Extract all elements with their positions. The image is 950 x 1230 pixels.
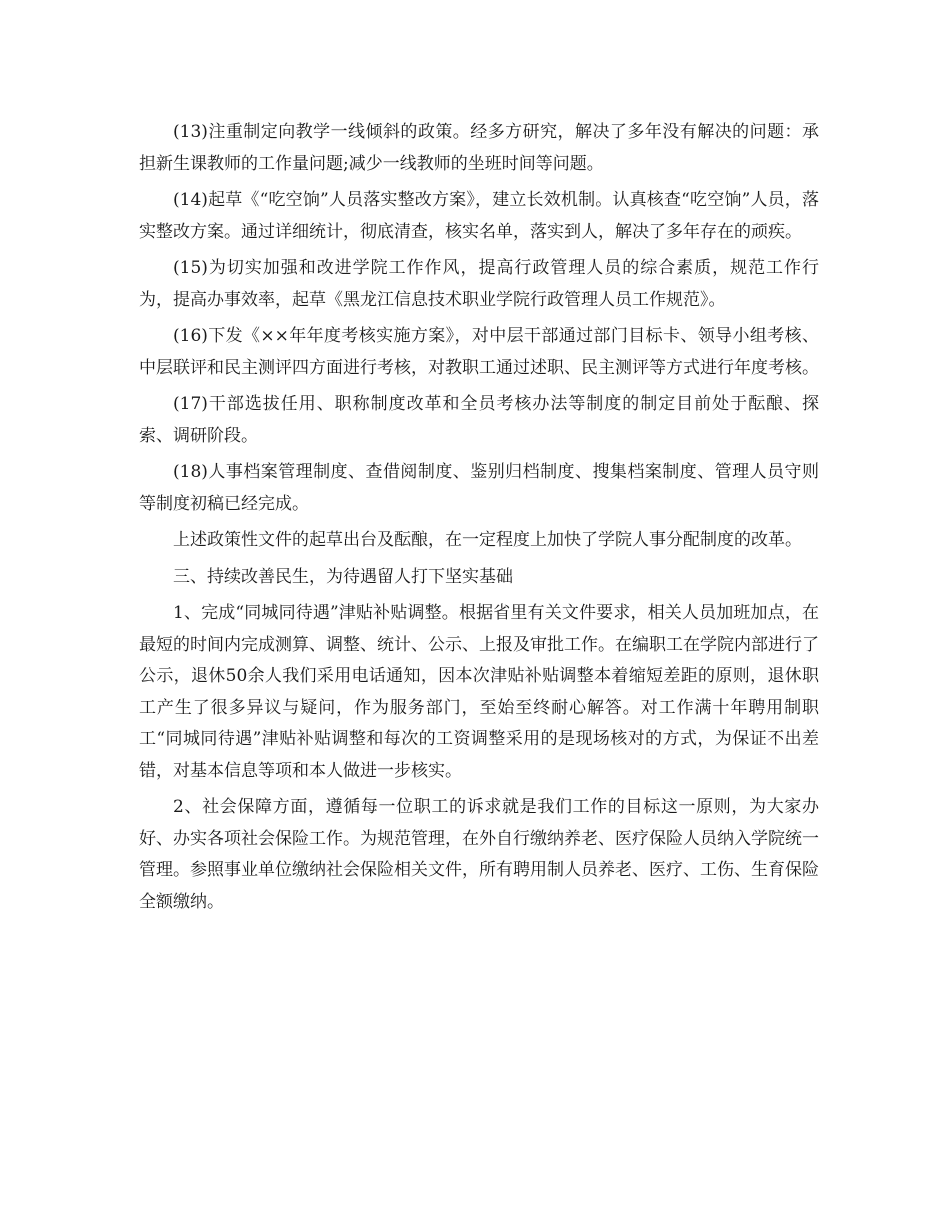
section-heading: 三、持续改善民生，为待遇留人打下坚实基础 <box>173 566 513 587</box>
paragraph-allowance-adjustment: 1、完成“同城同待遇”津贴补贴调整。根据省里有关文件要求，相关人员加班加点，在最短的时间内完成测算、调整、统计、公示、上报及审批工作。在编职工在学院内部进行了公示，退休50余人我们采用电话通知，因本次津贴补贴调整本着缩短差距的原则，退休职工产生了很多异议与疑问，作为服务部门，至始至终耐心解答。对工作满十年聘用制职工“同城同待遇”津贴补贴调整和每次的工资调整采用的是现场核对的方式，为保证不出差错，对基本信息等项和本人做进一步核实。 <box>139 603 819 781</box>
paragraph-16: (16)下发《××年年度考核实施方案》，对中层干部通过部门目标卡、领导小组考核、中层联评和民主测评四方面进行考核，对教职工通过述职、民主测评等方式进行年度考核。 <box>139 326 819 378</box>
summary-paragraph: 上述政策性文件的起草出台及酝酿，在一定程度上加快了学院人事分配制度的改革。 <box>173 530 802 550</box>
paragraph-17: (17)干部选拔任用、职称制度改革和全员考核办法等制度的制定目前处于酝酿、探索、调研阶段。 <box>139 394 819 446</box>
paragraph-15: (15)为切实加强和改进学院工作作风，提高行政管理人员的综合素质，规范工作行为，提高办事效率，起草《黑龙江信息技术职业学院行政管理人员工作规范》。 <box>139 258 819 310</box>
document-body <box>139 117 819 923</box>
paragraph-18: (18)人事档案管理制度、查借阅制度、鉴别归档制度、搜集档案制度、管理人员守则等制度初稿已经完成。 <box>139 462 819 514</box>
paragraph-13: (13)注重制定向教学一线倾斜的政策。经多方研究，解决了多年没有解决的问题：承担新生课教师的工作量问题;减少一线教师的坐班时间等问题。 <box>139 122 819 174</box>
paragraph-social-security: 2、社会保障方面，遵循每一位职工的诉求就是我们工作的目标这一原则，为大家办好、办实各项社会保险工作。为规范管理，在外自行缴纳养老、医疗保险人员纳入学院统一管理。参照事业单位缴纳社会保险相关文件，所有聘用制人员养老、医疗、工伤、生育保险全额缴纳。 <box>139 797 819 912</box>
paragraph-14: (14)起草《“吃空饷”人员落实整改方案》，建立长效机制。认真核查“吃空饷”人员，落实整改方案。通过详细统计，彻底清查，核实名单，落实到人，解决了多年存在的顽疾。 <box>139 190 819 242</box>
